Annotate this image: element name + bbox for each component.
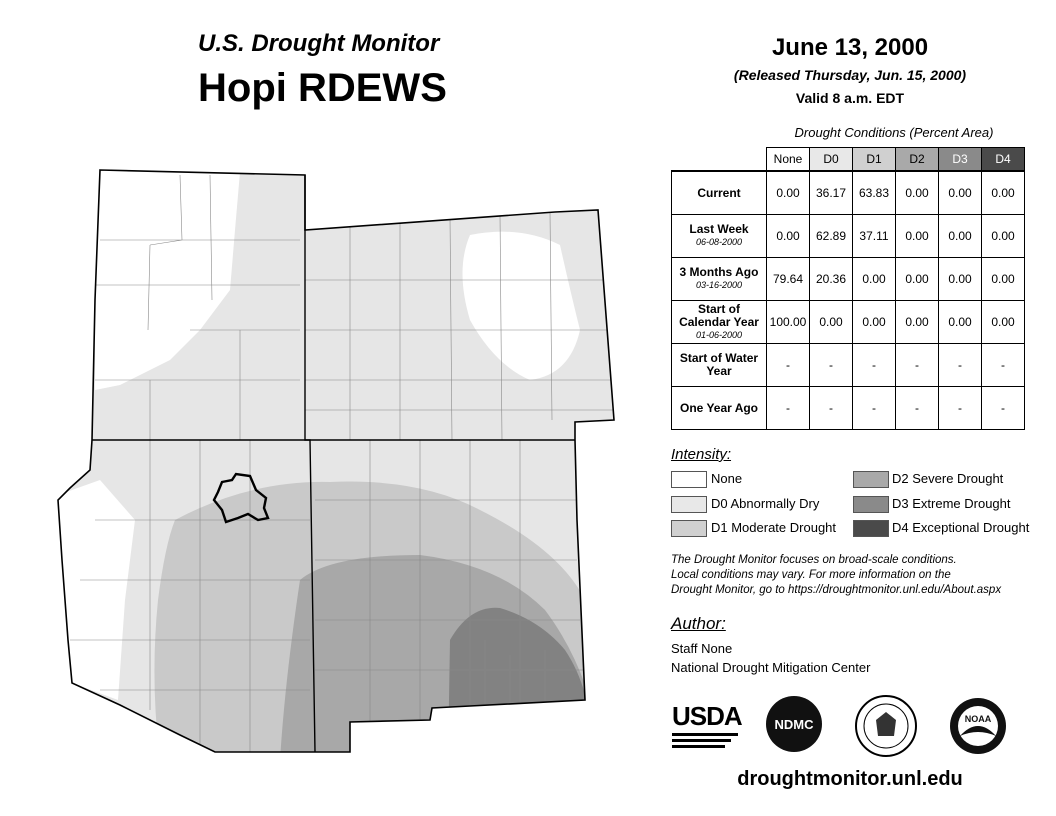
legend-swatch-d0 bbox=[671, 496, 707, 513]
cell-value: 100.00 bbox=[767, 301, 810, 344]
table-row bbox=[672, 344, 1025, 387]
region-title: Hopi RDEWS bbox=[198, 66, 447, 110]
cell-value: 0.00 bbox=[982, 258, 1025, 301]
row-date: 01-06-2000 bbox=[695, 329, 743, 340]
table-header-row bbox=[672, 148, 1025, 172]
table-row bbox=[672, 301, 1025, 344]
cell-value: 0.00 bbox=[982, 215, 1025, 258]
table-caption: Drought Conditions (Percent Area) bbox=[794, 125, 994, 140]
cell-value: 79.64 bbox=[767, 258, 810, 301]
row-label: Start of Water Year bbox=[672, 344, 767, 387]
cell-value: 0.00 bbox=[939, 215, 982, 258]
col-header-d0: D0 bbox=[810, 148, 853, 172]
note-line: Local conditions may vary. For more information on the bbox=[671, 569, 951, 581]
drought-stats-table bbox=[671, 147, 1025, 430]
noaa-logo-text: NOAA bbox=[964, 714, 992, 724]
col-header-d1: D1 bbox=[853, 148, 896, 172]
table-corner bbox=[672, 148, 767, 172]
usda-logo bbox=[672, 701, 742, 750]
cell-value: 0.00 bbox=[982, 301, 1025, 344]
usda-logo-text: USDA bbox=[672, 701, 742, 731]
cell-value: 0.00 bbox=[810, 301, 853, 344]
legend-label-d4: D4 Exceptional Drought bbox=[892, 520, 1030, 535]
row-label: One Year Ago bbox=[672, 387, 767, 430]
author-name: Staff None bbox=[671, 641, 733, 656]
cell-value: - bbox=[810, 387, 853, 430]
monitor-subtitle: U.S. Drought Monitor bbox=[198, 30, 440, 57]
cell-value: 0.00 bbox=[939, 171, 982, 215]
cell-value: - bbox=[896, 387, 939, 430]
author-org: National Drought Mitigation Center bbox=[671, 660, 871, 675]
map-date: June 13, 2000 bbox=[771, 34, 929, 61]
table-row bbox=[672, 215, 1025, 258]
col-header-d4: D4 bbox=[982, 148, 1025, 172]
cell-value: - bbox=[896, 344, 939, 387]
table-row bbox=[672, 171, 1025, 215]
author-title: Author: bbox=[671, 614, 726, 633]
cell-value: 20.36 bbox=[810, 258, 853, 301]
cell-value: 0.00 bbox=[896, 215, 939, 258]
legend-title: Intensity: bbox=[671, 446, 732, 463]
note-line: Drought Monitor, go to https://droughtmonitor.unl.edu/About.aspx bbox=[671, 584, 1002, 596]
footer-url[interactable]: droughtmonitor.unl.edu bbox=[737, 768, 963, 790]
legend-label-d3: D3 Extreme Drought bbox=[892, 496, 1011, 511]
row-label: Start of Calendar Year 01-06-2000 bbox=[672, 301, 767, 344]
cell-value: 36.17 bbox=[810, 171, 853, 215]
cell-value: - bbox=[810, 344, 853, 387]
noaa-logo bbox=[948, 696, 1008, 756]
table-row bbox=[672, 258, 1025, 301]
note-line: The Drought Monitor focuses on broad-scale conditions. bbox=[671, 554, 957, 566]
cell-value: 62.89 bbox=[810, 215, 853, 258]
cell-value: - bbox=[939, 344, 982, 387]
row-label: Last Week 06-08-2000 bbox=[672, 215, 767, 258]
cell-value: 37.11 bbox=[853, 215, 896, 258]
cell-value: - bbox=[982, 387, 1025, 430]
row-label: Current bbox=[672, 171, 767, 215]
cell-value: 0.00 bbox=[896, 258, 939, 301]
valid-time: Valid 8 a.m. EDT bbox=[795, 90, 905, 106]
cell-value: - bbox=[767, 344, 810, 387]
disclaimer-note bbox=[671, 553, 1011, 598]
doc-seal-icon bbox=[854, 694, 918, 758]
cell-value: 0.00 bbox=[896, 301, 939, 344]
cell-value: 0.00 bbox=[767, 215, 810, 258]
cell-value: 0.00 bbox=[853, 258, 896, 301]
legend-label-d0: D0 Abnormally Dry bbox=[711, 496, 820, 511]
cell-value: - bbox=[939, 387, 982, 430]
cell-value: 0.00 bbox=[939, 258, 982, 301]
legend-label-d1: D1 Moderate Drought bbox=[711, 520, 837, 535]
legend-label-none: None bbox=[711, 471, 743, 486]
legend-swatch-none bbox=[671, 471, 707, 488]
legend-swatch-d3 bbox=[853, 496, 889, 513]
legend-swatch-d4 bbox=[853, 520, 889, 537]
row-date: 03-16-2000 bbox=[695, 280, 743, 290]
release-date: (Released Thursday, Jun. 15, 2000) bbox=[733, 67, 967, 83]
cell-value: - bbox=[853, 387, 896, 430]
cell-value: 63.83 bbox=[853, 171, 896, 215]
table-row bbox=[672, 387, 1025, 430]
cell-value: - bbox=[982, 344, 1025, 387]
cell-value: 0.00 bbox=[896, 171, 939, 215]
cell-value: 0.00 bbox=[982, 171, 1025, 215]
cell-value: - bbox=[853, 344, 896, 387]
row-date: 06-08-2000 bbox=[695, 237, 743, 247]
legend-swatch-d1 bbox=[671, 520, 707, 537]
cell-value: 0.00 bbox=[939, 301, 982, 344]
cell-value: 0.00 bbox=[767, 171, 810, 215]
ndmc-logo: NDMC bbox=[766, 696, 822, 752]
col-header-d3: D3 bbox=[939, 148, 982, 172]
legend-swatch-d2 bbox=[853, 471, 889, 488]
col-header-none: None bbox=[767, 148, 810, 172]
legend-label-d2: D2 Severe Drought bbox=[892, 471, 1004, 486]
row-label: 3 Months Ago 03-16-2000 bbox=[672, 258, 767, 301]
cell-value: - bbox=[767, 387, 810, 430]
cell-value: 0.00 bbox=[853, 301, 896, 344]
col-header-d2: D2 bbox=[896, 148, 939, 172]
